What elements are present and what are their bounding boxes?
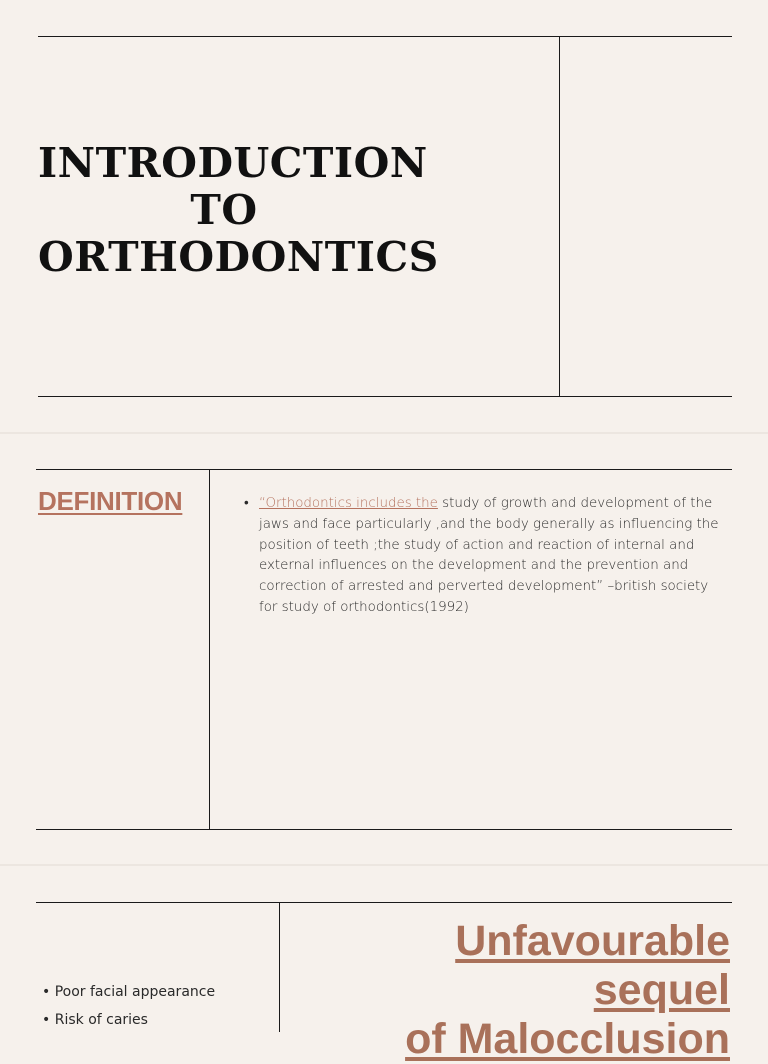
slide3-divider [279, 902, 280, 1032]
definition-text: study of growth and development of the jaws and face particularly ,and the body generally as influencing the position of teeth ;the study of action and reaction of internal and external influences on the development and the prevention and correction of arrested and perverted development” –british society for study of orthodontics(1992) [259, 496, 719, 615]
list-item: • Risk of caries [42, 1010, 215, 1038]
slide-title [0, 0, 768, 432]
sequel-list [42, 982, 215, 1038]
sequel-title-line-3: of Malocclusion [405, 1015, 730, 1063]
title-line-1: INTRODUCTION [38, 139, 428, 187]
definition-bullet-item [244, 494, 722, 619]
sequel-title-line-2: sequel [593, 966, 730, 1014]
definition-paragraph [259, 494, 722, 619]
bullet-marker: • [244, 496, 249, 511]
sequel-title [370, 917, 730, 1064]
definition-heading: DEFINITION [38, 486, 183, 516]
title-line-2: TO [190, 186, 258, 234]
title-line-3: ORTHODONTICS [38, 233, 439, 281]
list-item: • Poor facial appearance [42, 982, 215, 1010]
slide2-divider [209, 469, 210, 830]
slide2-top-rule [36, 469, 732, 470]
slide3-top-rule [36, 902, 732, 903]
slide1-divider [559, 36, 560, 397]
slide2-bottom-rule [36, 829, 732, 830]
definition-quote-link[interactable]: “Orthodontics includes the [259, 496, 438, 511]
sequel-title-line-1: Unfavourable [455, 917, 730, 965]
presentation-title [38, 139, 439, 281]
slide1-bottom-rule [38, 396, 732, 397]
slide1-top-rule [38, 36, 732, 37]
